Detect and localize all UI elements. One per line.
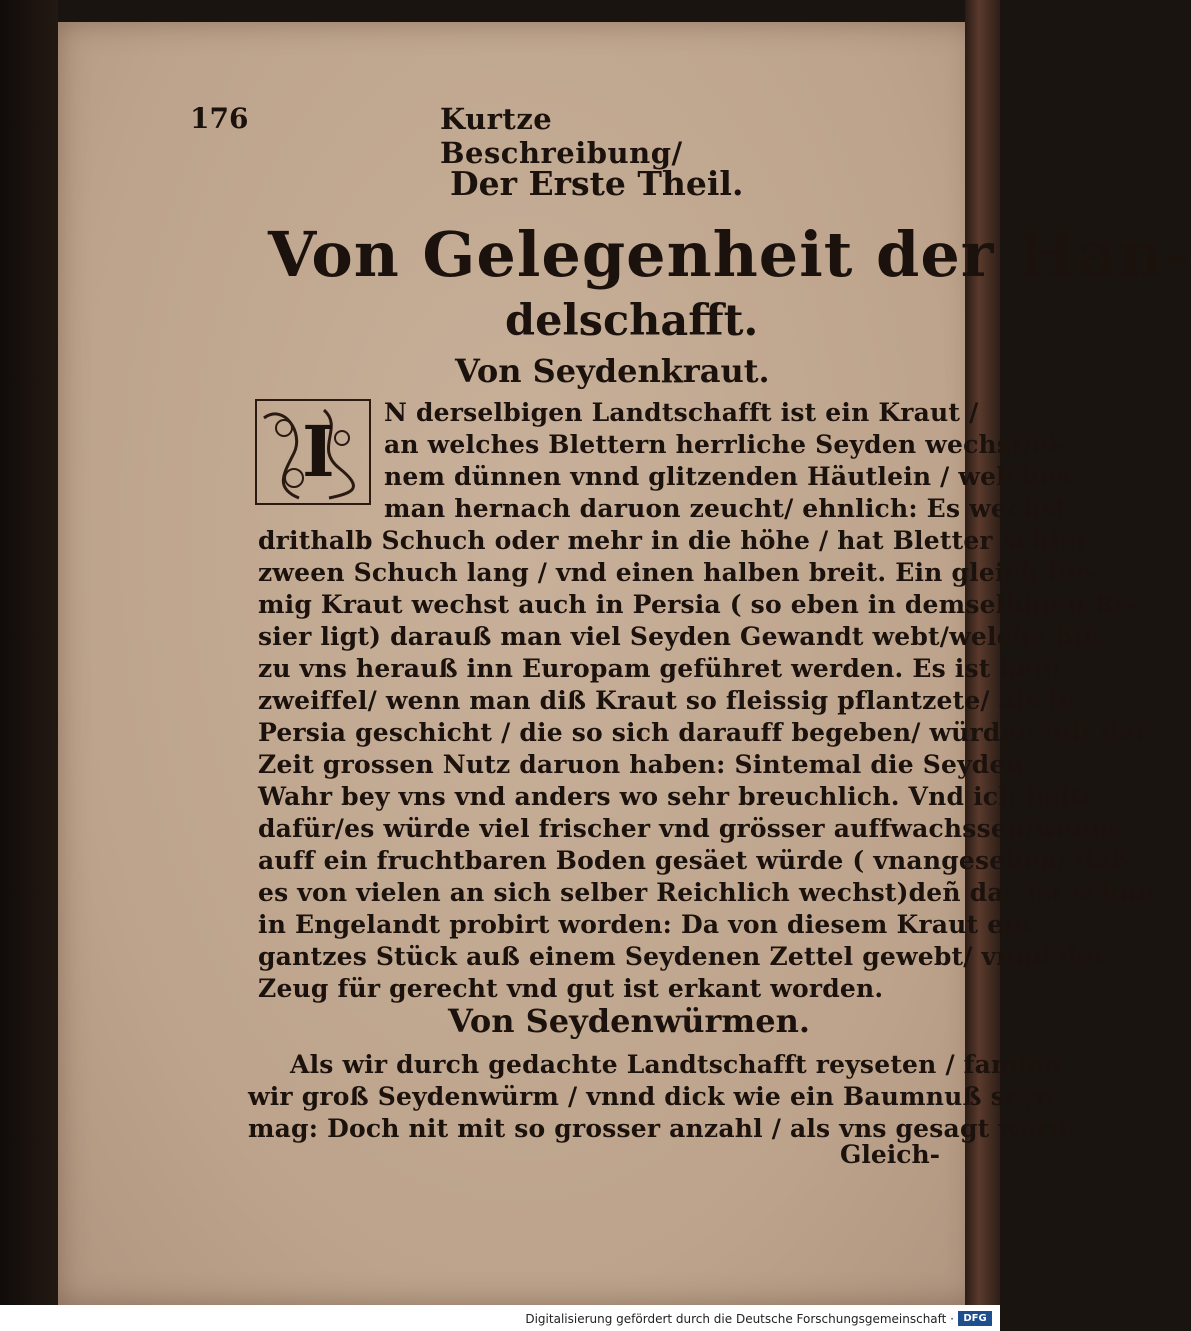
text-line: sier ligt) darauß man viel Seyden Gewandt webt/welche biß (258, 622, 1103, 651)
text-line: drithalb Schuch oder mehr in die höhe / hat Bletter schier (258, 526, 1089, 555)
part-title: Der Erste Theil. (450, 164, 744, 203)
text-line: dafür/es würde viel frischer vnd grösser auffwachssen/wenns (258, 814, 1124, 843)
section-heading-seydenkraut: Von Seydenkraut. (455, 352, 770, 390)
page-number: 176 (190, 102, 249, 135)
text-line: Wahr bey vns vnd anders wo sehr breuchlich. Vnd ich halte (258, 782, 1098, 811)
running-title: Kurtze Beschreibung/ (440, 102, 683, 170)
chapter-title-line1: Von Gelegenheit der Han- (268, 218, 1191, 291)
funding-notice: Digitalisierung gefördert durch die Deutsche Forschungsgemeinschaft · (525, 1312, 954, 1326)
dfg-logo: DFG (958, 1311, 992, 1326)
text-line: Als wir durch gedachte Landtschafft reyseten / fanden (290, 1050, 1062, 1079)
text-line: mag: Doch nit mit so grosser anzahl / als vns gesagt ward. (248, 1114, 1077, 1143)
text-line: Zeit grossen Nutz daruon haben: Sintemal die Seyden (258, 750, 1024, 779)
text-line: es von vielen an sich selber Reichlich wechst)deñ das ist schon (258, 878, 1155, 907)
text-line: N derselbigen Landtschafft ist ein Kraut / (384, 398, 979, 427)
text-line: auff ein fruchtbaren Boden gesäet würde ( vnangesehen/ daß (258, 846, 1130, 875)
text-line: zween Schuch lang / vnd einen halben breit. Ein gleich för- (258, 558, 1100, 587)
text-line: gantzes Stück auß einem Seydenen Zettel gewebt/ vnnd der (258, 942, 1107, 971)
text-line: zu vns herauß inn Europam geführet werden. Es ist kein (258, 654, 1062, 683)
scan-left-edge (0, 0, 58, 1331)
text-line: nem dünnen vnnd glitzenden Häutlein / welches (384, 462, 1071, 491)
text-line: man hernach daruon zeucht/ ehnlich: Es wechst (384, 494, 1067, 523)
chapter-title-line2: delschafft. (505, 296, 759, 346)
page-header (190, 102, 750, 170)
section-heading-seydenwuermen: Von Seydenwürmen. (448, 1002, 810, 1040)
text-line: mig Kraut wechst auch in Persia ( so eben in demselbigen Re- (258, 590, 1142, 619)
ornamental-initial (254, 398, 372, 506)
text-line: Zeug für gerecht vnd gut ist erkant worden. (258, 974, 884, 1003)
text-line: an welches Blettern herrliche Seyden wechst/ei- (384, 430, 1069, 459)
drop-cap-letter: I (302, 410, 335, 493)
catchword: Gleich- (840, 1140, 941, 1169)
text-line: in Engelandt probirt worden: Da von diesem Kraut ein (258, 910, 1032, 939)
text-line: wir groß Seydenwürm / vnnd dick wie ein Baumnuß seyn (248, 1082, 1055, 1111)
text-line: Persia geschicht / die so sich darauff begeben/ würden mit der (258, 718, 1149, 747)
text-line: zweiffel/ wenn man diß Kraut so fleissig pflantzete/ als in (258, 686, 1077, 715)
